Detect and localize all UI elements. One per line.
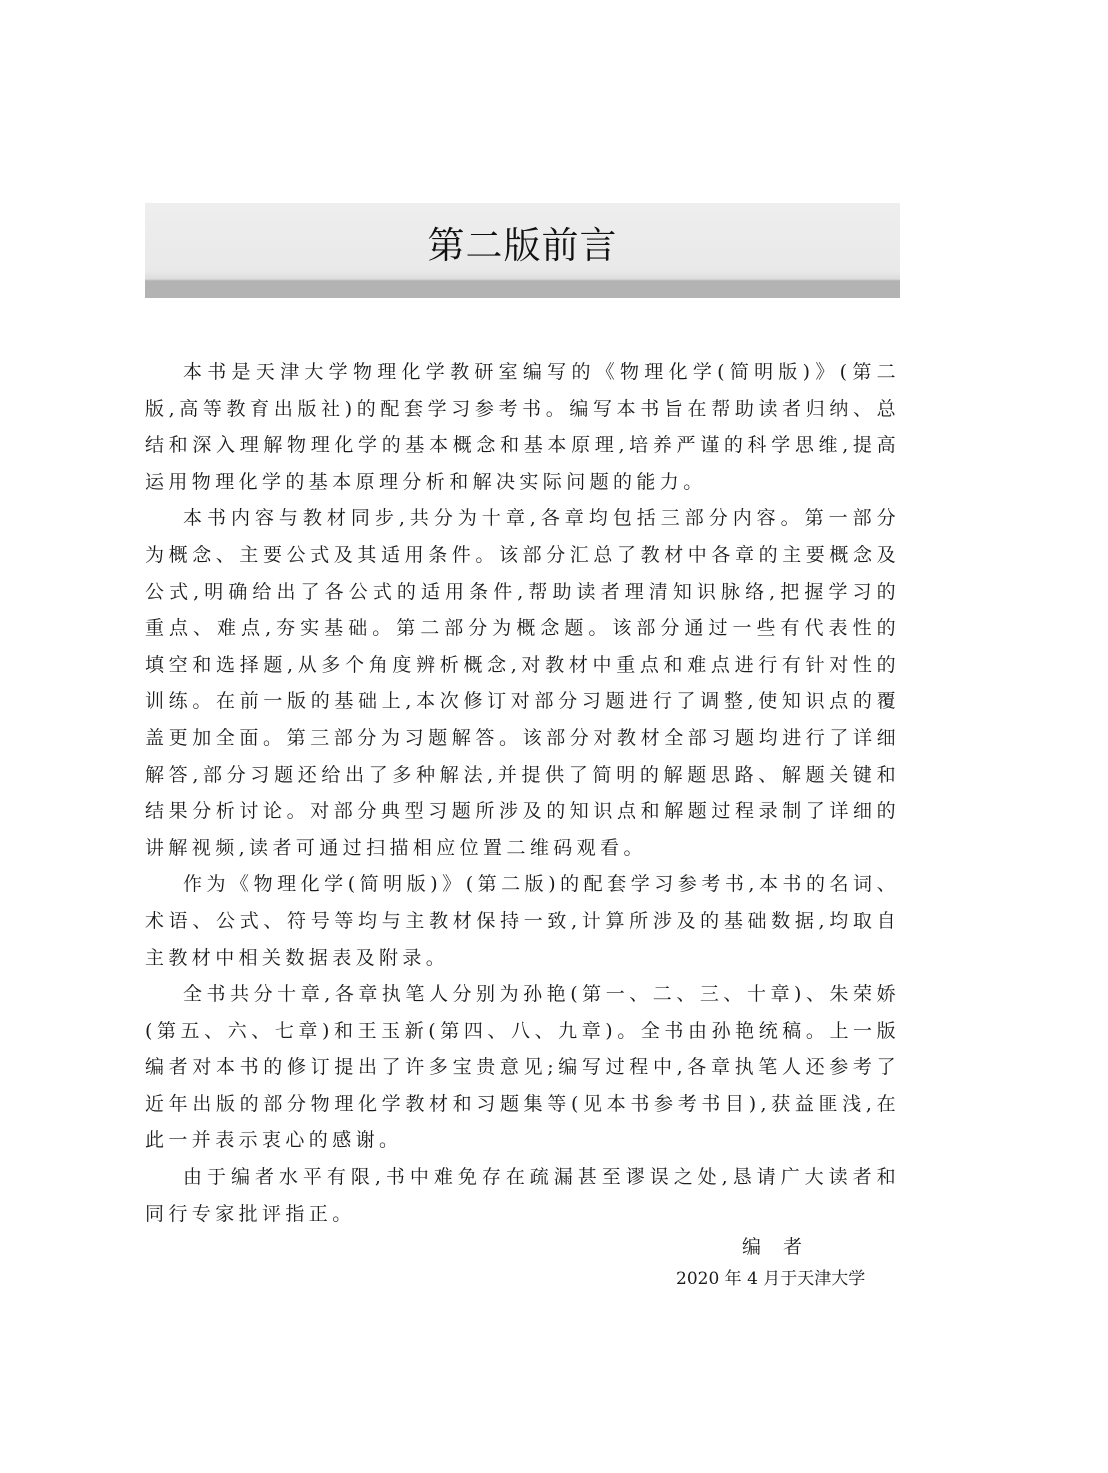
preface-paragraph-4: 全书共分十章,各章执笔人分别为孙艳(第一、二、三、十章)、朱荣娇(第五、六、七章)和王玉新(第四、八、九章)。全书由孙艳统稿。上一版编者对本书的修订提出了许多宝贵意见;编写过程中,各章执笔人还参考了近年出版的部分物理化学教材和习题集等(见本书参考书目),获益匪浅,在此一并表示衷心的感谢。 <box>145 983 900 1152</box>
date-place: 2020 年 4 月于天津大学 <box>676 1269 866 1289</box>
preface-body <box>145 354 900 1232</box>
preface-paragraph-2: 本书内容与教材同步,共分为十章,各章均包括三部分内容。第一部分为概念、主要公式及其适用条件。该部分汇总了教材中各章的主要概念及公式,明确给出了各公式的适用条件,帮助读者理清知识脉络,把握学习的重点、难点,夯实基础。第二部分为概念题。该部分通过一些有代表性的填空和选择题,从多个角度辨析概念,对教材中重点和难点进行有针对性的训练。在前一版的基础上,本次修订对部分习题进行了调整,使知识点的覆盖更加全面。第三部分为习题解答。该部分对教材全部习题均进行了详细解答,部分习题还给出了多种解法,并提供了简明的解题思路、解题关键和结果分析讨论。对部分典型习题所涉及的知识点和解题过程录制了详细的讲解视频,读者可通过扫描相应位置二维码观看。 <box>145 507 900 859</box>
title-banner <box>145 203 900 298</box>
page-title: 第二版前言 <box>427 224 618 267</box>
preface-paragraph-1: 本书是天津大学物理化学教研室编写的《物理化学(简明版)》(第二版,高等教育出版社)的配套学习参考书。编写本书旨在帮助读者归纳、总结和深入理解物理化学的基本概念和基本原理,培养严谨的科学思维,提高运用物理化学的基本原理分析和解决实际问题的能力。 <box>145 361 900 493</box>
preface-paragraph-5: 由于编者水平有限,书中难免存在疏漏甚至谬误之处,恳请广大读者和同行专家批评指正。 <box>145 1166 900 1225</box>
preface-paragraph-3: 作为《物理化学(简明版)》(第二版)的配套学习参考书,本书的名词、术语、公式、符号等均与主教材保持一致,计算所涉及的基础数据,均取自主教材中相关数据表及附录。 <box>145 873 900 969</box>
author-signature: 编者 <box>742 1236 825 1258</box>
